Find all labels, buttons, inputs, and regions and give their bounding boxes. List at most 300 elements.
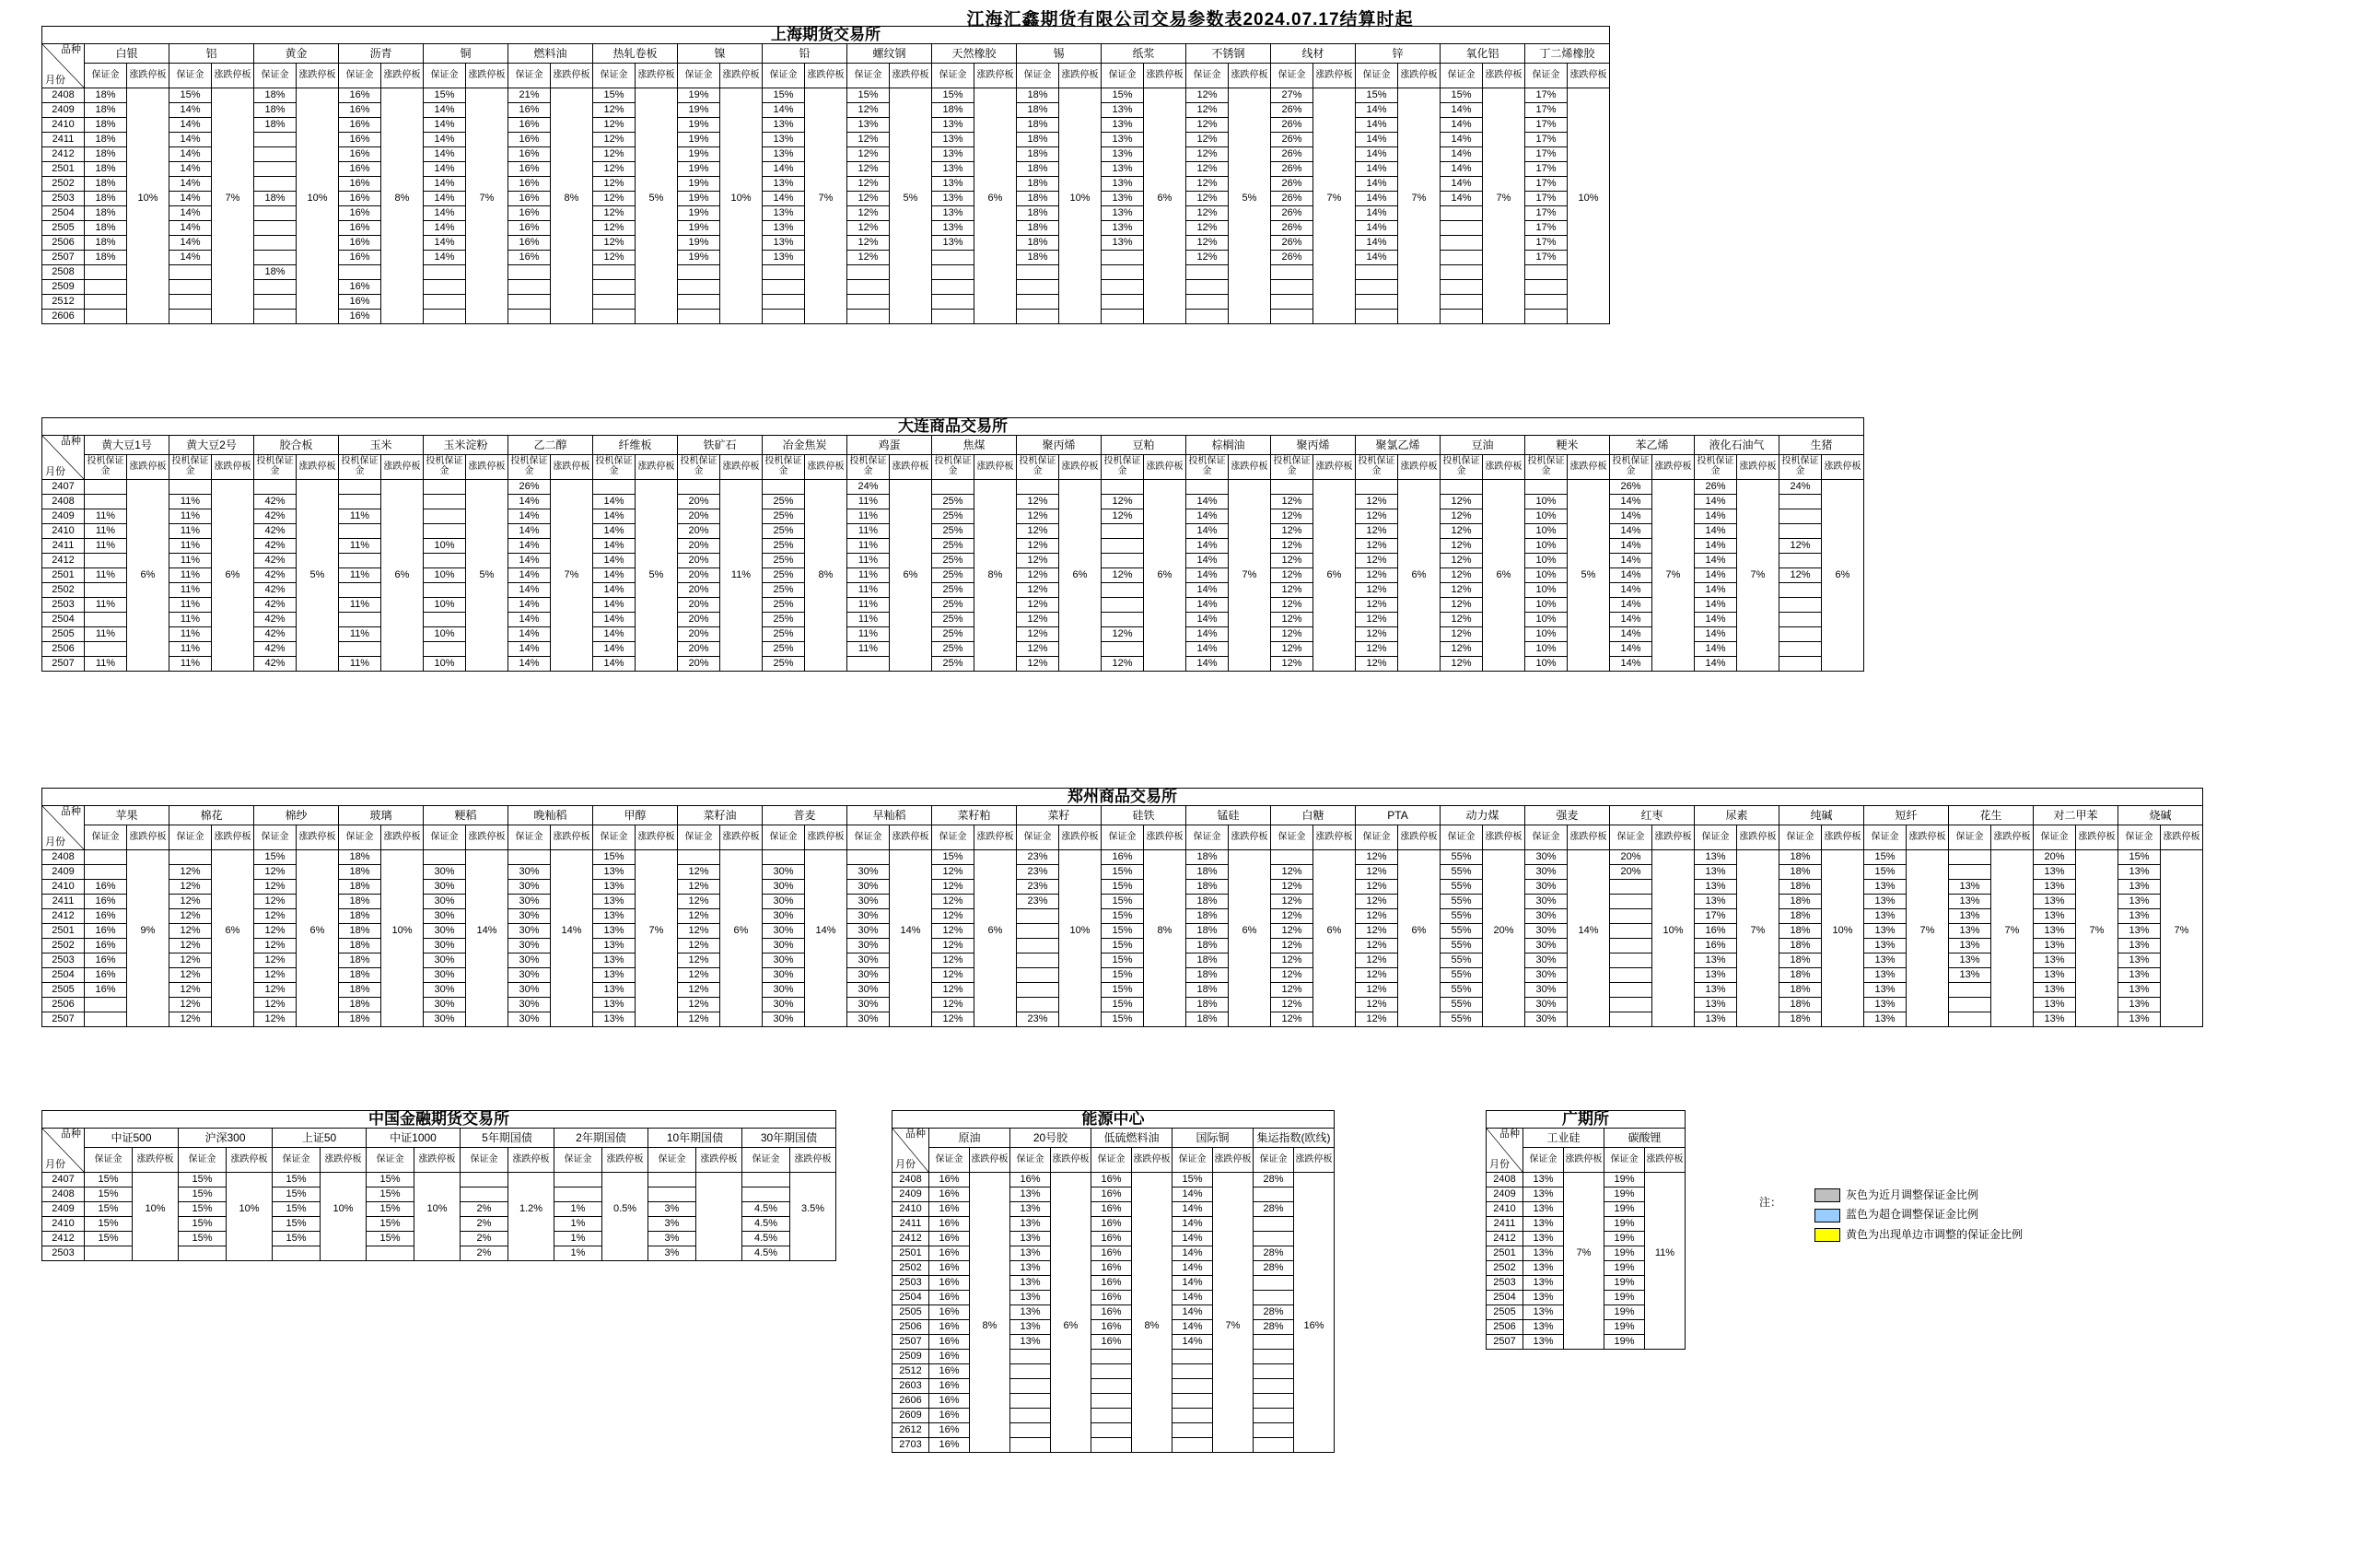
month-cell: 2512 — [892, 1363, 929, 1378]
margin-cell — [85, 264, 127, 279]
margin-cell: 11% — [169, 494, 212, 509]
margin-cell — [763, 294, 805, 309]
margin-cell: 17% — [1525, 250, 1568, 264]
margin-cell — [847, 849, 890, 864]
gfex-section-title: 广期所 — [1487, 1111, 1686, 1129]
margin-cell — [1091, 1363, 1132, 1378]
margin-cell — [1010, 1378, 1051, 1393]
margin-cell: 11% — [847, 582, 890, 597]
month-cell: 2409 — [892, 1187, 929, 1201]
margin-header: 保证金 — [508, 63, 551, 88]
margin-cell: 13% — [1523, 1187, 1564, 1201]
limit-cell: 6% — [1144, 479, 1186, 671]
margin-cell: 12% — [1017, 523, 1059, 538]
margin-cell: 13% — [1949, 938, 1991, 953]
margin-cell: 12% — [1271, 953, 1313, 967]
limit-header: 涨跌停板 — [974, 825, 1017, 849]
margin-cell: 14% — [1356, 205, 1398, 220]
margin-cell: 13% — [1523, 1172, 1564, 1187]
margin-cell — [1017, 938, 1059, 953]
margin-cell: 16% — [339, 220, 381, 235]
margin-cell: 13% — [593, 967, 636, 982]
margin-cell: 13% — [2118, 923, 2161, 938]
margin-cell: 30% — [424, 938, 466, 953]
margin-header: 投机保证金 — [339, 454, 381, 479]
margin-cell — [1525, 309, 1568, 323]
margin-cell — [554, 1187, 602, 1201]
margin-cell: 12% — [1017, 582, 1059, 597]
limit-header: 涨跌停板 — [974, 63, 1017, 88]
margin-cell: 11% — [169, 509, 212, 523]
margin-header: 保证金 — [339, 825, 381, 849]
limit-header: 涨跌停板 — [1294, 1147, 1335, 1172]
margin-cell: 14% — [169, 176, 212, 191]
month-cell: 2507 — [42, 1012, 85, 1026]
margin-cell: 30% — [424, 864, 466, 879]
limit-header: 涨跌停板 — [466, 63, 508, 88]
product-header: 上证50 — [273, 1128, 367, 1147]
product-header: 丁二烯橡胶 — [1525, 43, 1610, 63]
margin-cell: 12% — [847, 132, 890, 146]
margin-cell: 30% — [763, 938, 805, 953]
dce-corner-header: 品种 月份 — [42, 435, 85, 479]
product-header: 白银 — [85, 43, 169, 63]
limit-cell: 8% — [1144, 849, 1186, 1026]
margin-cell: 16% — [339, 176, 381, 191]
margin-cell: 17% — [1695, 908, 1737, 923]
margin-cell: 20% — [678, 494, 720, 509]
margin-cell: 55% — [1441, 982, 1483, 997]
margin-cell — [508, 849, 551, 864]
margin-cell — [1610, 908, 1652, 923]
margin-header: 保证金 — [1949, 825, 1991, 849]
limit-header: 涨跌停板 — [890, 454, 932, 479]
month-cell: 2501 — [42, 923, 85, 938]
margin-cell: 12% — [847, 176, 890, 191]
limit-cell: 6% — [1398, 849, 1441, 1026]
limit-cell: 6% — [127, 479, 169, 671]
margin-cell: 13% — [2118, 908, 2161, 923]
margin-cell: 14% — [169, 220, 212, 235]
margin-cell: 13% — [1102, 220, 1144, 235]
margin-cell: 12% — [678, 894, 720, 908]
ine-section-title: 能源中心 — [892, 1111, 1335, 1129]
margin-cell: 14% — [1186, 509, 1229, 523]
margin-cell: 16% — [85, 982, 127, 997]
margin-cell: 15% — [1172, 1172, 1213, 1187]
margin-cell: 13% — [932, 191, 974, 205]
margin-cell: 14% — [1356, 250, 1398, 264]
table-row — [892, 1319, 1335, 1334]
margin-cell — [1091, 1349, 1132, 1363]
product-header: 纤维板 — [593, 435, 678, 454]
product-header: 中证1000 — [367, 1128, 461, 1147]
margin-cell: 18% — [85, 220, 127, 235]
month-cell: 2411 — [42, 132, 85, 146]
margin-cell — [1441, 250, 1483, 264]
margin-cell: 19% — [678, 117, 720, 132]
margin-cell: 16% — [508, 132, 551, 146]
product-header: 液化石油气 — [1695, 435, 1779, 454]
margin-cell — [763, 849, 805, 864]
margin-cell: 13% — [1949, 967, 1991, 982]
czce-table-wrap — [41, 788, 2203, 1027]
limit-header: 涨跌停板 — [1483, 454, 1525, 479]
margin-cell: 14% — [1172, 1334, 1213, 1349]
legend-swatch — [1814, 1228, 1840, 1242]
margin-cell: 12% — [254, 982, 297, 997]
margin-cell: 30% — [1525, 908, 1568, 923]
margin-cell: 18% — [85, 191, 127, 205]
margin-cell: 4.5% — [742, 1201, 790, 1216]
table-row — [42, 88, 1610, 102]
margin-cell: 17% — [1525, 146, 1568, 161]
margin-cell: 2% — [461, 1216, 508, 1231]
margin-header: 保证金 — [2118, 825, 2161, 849]
margin-header: 保证金 — [742, 1147, 790, 1172]
margin-cell: 12% — [1779, 538, 1822, 553]
margin-cell: 12% — [1356, 494, 1398, 509]
product-header: 纯碱 — [1779, 805, 1864, 825]
margin-cell: 11% — [169, 612, 212, 626]
margin-cell: 13% — [1695, 879, 1737, 894]
margin-cell: 12% — [1271, 982, 1313, 997]
margin-cell — [85, 582, 127, 597]
czce-section-title: 郑州商品交易所 — [42, 789, 2203, 806]
margin-cell: 12% — [847, 146, 890, 161]
margin-cell: 11% — [169, 582, 212, 597]
limit-header: 涨跌停板 — [1737, 454, 1779, 479]
margin-cell: 18% — [1017, 250, 1059, 264]
month-cell: 2502 — [42, 582, 85, 597]
limit-cell: 6% — [381, 479, 424, 671]
limit-header: 涨跌停板 — [133, 1147, 179, 1172]
product-header: 烧碱 — [2118, 805, 2203, 825]
margin-cell — [424, 509, 466, 523]
margin-cell — [1949, 982, 1991, 997]
margin-cell: 18% — [1186, 908, 1229, 923]
margin-cell — [1441, 205, 1483, 220]
margin-cell: 23% — [1017, 849, 1059, 864]
margin-cell: 16% — [1091, 1290, 1132, 1304]
margin-cell — [1254, 1290, 1294, 1304]
margin-cell: 11% — [339, 567, 381, 582]
product-header: 晚籼稻 — [508, 805, 593, 825]
month-cell: 2703 — [892, 1437, 929, 1452]
limit-header: 涨跌停板 — [1991, 825, 2034, 849]
margin-cell: 14% — [1695, 567, 1737, 582]
margin-cell: 17% — [1525, 132, 1568, 146]
margin-cell: 25% — [932, 567, 974, 582]
margin-cell — [678, 309, 720, 323]
margin-cell: 16% — [929, 1393, 970, 1408]
margin-cell — [1254, 1275, 1294, 1290]
product-header: 沪深300 — [179, 1128, 273, 1147]
month-cell: 2505 — [42, 220, 85, 235]
margin-cell: 14% — [1172, 1275, 1213, 1290]
margin-cell: 14% — [1610, 626, 1652, 641]
product-header: 螺纹钢 — [847, 43, 932, 63]
margin-cell — [339, 264, 381, 279]
limit-header: 涨跌停板 — [212, 825, 254, 849]
margin-cell: 30% — [1525, 864, 1568, 879]
legend-item — [1814, 1206, 2023, 1222]
margin-cell: 12% — [1356, 553, 1398, 567]
margin-cell: 12% — [1356, 864, 1398, 879]
margin-cell: 10% — [1525, 582, 1568, 597]
czce-table — [41, 788, 2203, 1027]
margin-cell — [424, 309, 466, 323]
margin-cell: 12% — [1356, 879, 1398, 894]
limit-cell: 6% — [1822, 479, 1864, 671]
margin-cell — [1356, 294, 1398, 309]
margin-cell: 13% — [932, 235, 974, 250]
margin-header: 保证金 — [2034, 825, 2076, 849]
limit-cell: 7% — [1398, 88, 1441, 323]
margin-cell: 14% — [1186, 626, 1229, 641]
limit-cell: 5% — [636, 88, 678, 323]
margin-cell: 12% — [932, 864, 974, 879]
margin-cell: 15% — [179, 1201, 227, 1216]
limit-cell: 6% — [1051, 1172, 1091, 1452]
product-header: 镍 — [678, 43, 763, 63]
margin-cell: 16% — [1091, 1275, 1132, 1290]
margin-cell: 16% — [339, 132, 381, 146]
table-row — [42, 938, 2203, 953]
margin-cell: 13% — [2118, 953, 2161, 967]
margin-cell — [169, 849, 212, 864]
margin-cell: 30% — [847, 864, 890, 879]
table-row — [42, 479, 1864, 494]
margin-cell: 12% — [593, 146, 636, 161]
margin-cell — [85, 279, 127, 294]
margin-cell: 12% — [1271, 923, 1313, 938]
margin-cell: 14% — [1356, 132, 1398, 146]
margin-header: 投机保证金 — [508, 454, 551, 479]
table-row — [892, 1304, 1335, 1319]
month-cell: 2501 — [42, 567, 85, 582]
margin-cell — [339, 582, 381, 597]
margin-cell: 16% — [339, 235, 381, 250]
month-cell: 2408 — [42, 88, 85, 102]
month-cell: 2512 — [42, 294, 85, 309]
margin-cell: 20% — [678, 509, 720, 523]
margin-cell: 15% — [1102, 953, 1144, 967]
margin-cell — [339, 553, 381, 567]
margin-cell: 11% — [847, 567, 890, 582]
margin-cell: 12% — [678, 997, 720, 1012]
margin-cell: 13% — [1949, 908, 1991, 923]
margin-cell: 11% — [847, 597, 890, 612]
czce-corner-header: 品种 月份 — [42, 805, 85, 849]
margin-cell: 17% — [1525, 88, 1568, 102]
margin-header: 保证金 — [85, 63, 127, 88]
table-row — [42, 923, 2203, 938]
margin-cell: 1% — [554, 1216, 602, 1231]
limit-cell: 7% — [2161, 849, 2203, 1026]
margin-cell: 30% — [847, 894, 890, 908]
margin-cell: 12% — [1186, 176, 1229, 191]
limit-header: 涨跌停板 — [805, 454, 847, 479]
margin-cell: 14% — [1610, 567, 1652, 582]
margin-cell: 17% — [1525, 191, 1568, 205]
margin-cell: 28% — [1254, 1304, 1294, 1319]
margin-cell: 28% — [1254, 1260, 1294, 1275]
margin-cell: 12% — [678, 879, 720, 894]
margin-cell: 13% — [2034, 864, 2076, 879]
margin-cell: 19% — [1604, 1275, 1645, 1290]
gfex-table-wrap — [1486, 1110, 1686, 1350]
margin-cell: 14% — [1186, 567, 1229, 582]
margin-cell: 55% — [1441, 1012, 1483, 1026]
margin-cell — [1017, 309, 1059, 323]
margin-cell: 14% — [508, 523, 551, 538]
margin-cell: 10% — [1525, 612, 1568, 626]
margin-cell: 13% — [1102, 191, 1144, 205]
product-header: 中证500 — [85, 1128, 179, 1147]
margin-cell: 13% — [1695, 967, 1737, 982]
margin-cell — [648, 1187, 696, 1201]
margin-header: 保证金 — [1017, 825, 1059, 849]
margin-cell: 17% — [1525, 161, 1568, 176]
margin-cell: 14% — [593, 641, 636, 656]
product-header: 豆粕 — [1102, 435, 1186, 454]
margin-cell: 13% — [2118, 1012, 2161, 1026]
margin-cell: 30% — [763, 923, 805, 938]
margin-cell: 16% — [85, 879, 127, 894]
margin-cell — [763, 479, 805, 494]
month-cell: 2506 — [42, 641, 85, 656]
margin-cell: 55% — [1441, 938, 1483, 953]
product-header: 铁矿石 — [678, 435, 763, 454]
margin-cell: 12% — [1102, 494, 1144, 509]
margin-cell: 23% — [1017, 864, 1059, 879]
margin-cell — [1949, 849, 1991, 864]
margin-header: 保证金 — [763, 825, 805, 849]
margin-cell — [1102, 294, 1144, 309]
month-cell: 2502 — [42, 938, 85, 953]
limit-cell: 3.5% — [790, 1172, 836, 1260]
product-header: 棉纱 — [254, 805, 339, 825]
limit-header: 涨跌停板 — [720, 63, 763, 88]
product-header: 对二甲苯 — [2034, 805, 2118, 825]
margin-cell: 42% — [254, 641, 297, 656]
margin-cell: 12% — [1356, 938, 1398, 953]
margin-cell: 15% — [1102, 923, 1144, 938]
margin-cell: 11% — [85, 567, 127, 582]
limit-header: 涨跌停板 — [297, 63, 339, 88]
margin-cell: 25% — [763, 582, 805, 597]
month-cell: 2603 — [892, 1378, 929, 1393]
limit-header: 涨跌停板 — [2076, 825, 2118, 849]
margin-cell — [1441, 279, 1483, 294]
margin-cell: 16% — [1695, 938, 1737, 953]
margin-cell: 14% — [1356, 117, 1398, 132]
table-row — [892, 1246, 1335, 1260]
limit-cell: 1.2% — [508, 1172, 554, 1260]
margin-cell — [169, 279, 212, 294]
margin-cell: 19% — [1604, 1231, 1645, 1246]
margin-cell: 16% — [929, 1260, 970, 1275]
margin-cell — [763, 279, 805, 294]
margin-cell: 13% — [2034, 997, 2076, 1012]
margin-cell — [1010, 1393, 1051, 1408]
margin-cell: 13% — [593, 923, 636, 938]
margin-cell: 16% — [929, 1408, 970, 1422]
margin-cell: 42% — [254, 656, 297, 671]
margin-header: 投机保证金 — [932, 454, 974, 479]
month-cell: 2503 — [42, 1246, 85, 1260]
margin-cell: 55% — [1441, 953, 1483, 967]
product-header: 短纤 — [1864, 805, 1949, 825]
product-header: 铝 — [169, 43, 254, 63]
margin-cell: 15% — [85, 1201, 133, 1216]
margin-cell: 13% — [2034, 1012, 2076, 1026]
margin-cell: 12% — [1356, 953, 1398, 967]
margin-cell: 14% — [169, 117, 212, 132]
margin-cell: 4.5% — [742, 1231, 790, 1246]
margin-cell: 13% — [1102, 205, 1144, 220]
margin-cell: 18% — [1779, 938, 1822, 953]
margin-cell: 1% — [554, 1231, 602, 1246]
margin-cell: 12% — [678, 982, 720, 997]
limit-header: 涨跌停板 — [212, 454, 254, 479]
margin-cell: 15% — [273, 1172, 321, 1187]
margin-cell: 12% — [1271, 509, 1313, 523]
margin-cell: 25% — [932, 582, 974, 597]
margin-header: 保证金 — [847, 63, 890, 88]
margin-cell: 15% — [1864, 864, 1907, 879]
margin-header: 投机保证金 — [678, 454, 720, 479]
margin-cell: 12% — [1186, 88, 1229, 102]
margin-cell: 30% — [1525, 849, 1568, 864]
margin-cell — [1441, 294, 1483, 309]
limit-header: 涨跌停板 — [466, 454, 508, 479]
margin-cell: 15% — [367, 1201, 414, 1216]
margin-cell: 14% — [508, 641, 551, 656]
margin-cell: 12% — [593, 220, 636, 235]
limit-cell: 6% — [974, 88, 1017, 323]
margin-header: 保证金 — [254, 63, 297, 88]
limit-header: 涨跌停板 — [1398, 454, 1441, 479]
margin-cell — [1779, 509, 1822, 523]
limit-cell: 10% — [321, 1172, 367, 1260]
margin-cell: 12% — [1356, 597, 1398, 612]
margin-cell: 11% — [169, 523, 212, 538]
margin-cell: 15% — [1102, 967, 1144, 982]
margin-cell — [1017, 953, 1059, 967]
margin-cell: 42% — [254, 597, 297, 612]
product-header: 玉米淀粉 — [424, 435, 508, 454]
product-header: 不锈钢 — [1186, 43, 1271, 63]
margin-cell: 12% — [1356, 641, 1398, 656]
margin-cell: 16% — [339, 250, 381, 264]
margin-cell — [273, 1246, 321, 1260]
margin-cell: 13% — [1695, 982, 1737, 997]
margin-cell: 12% — [1441, 509, 1483, 523]
month-cell: 2506 — [42, 997, 85, 1012]
margin-cell: 12% — [1017, 553, 1059, 567]
margin-cell: 26% — [1695, 479, 1737, 494]
limit-header: 涨跌停板 — [508, 1147, 554, 1172]
margin-cell: 18% — [339, 908, 381, 923]
limit-header: 涨跌停板 — [1144, 454, 1186, 479]
ine-table-wrap — [892, 1110, 1335, 1453]
margin-cell: 12% — [1271, 1012, 1313, 1026]
margin-cell: 16% — [508, 235, 551, 250]
margin-cell: 12% — [932, 982, 974, 997]
limit-header: 涨跌停板 — [1737, 825, 1779, 849]
